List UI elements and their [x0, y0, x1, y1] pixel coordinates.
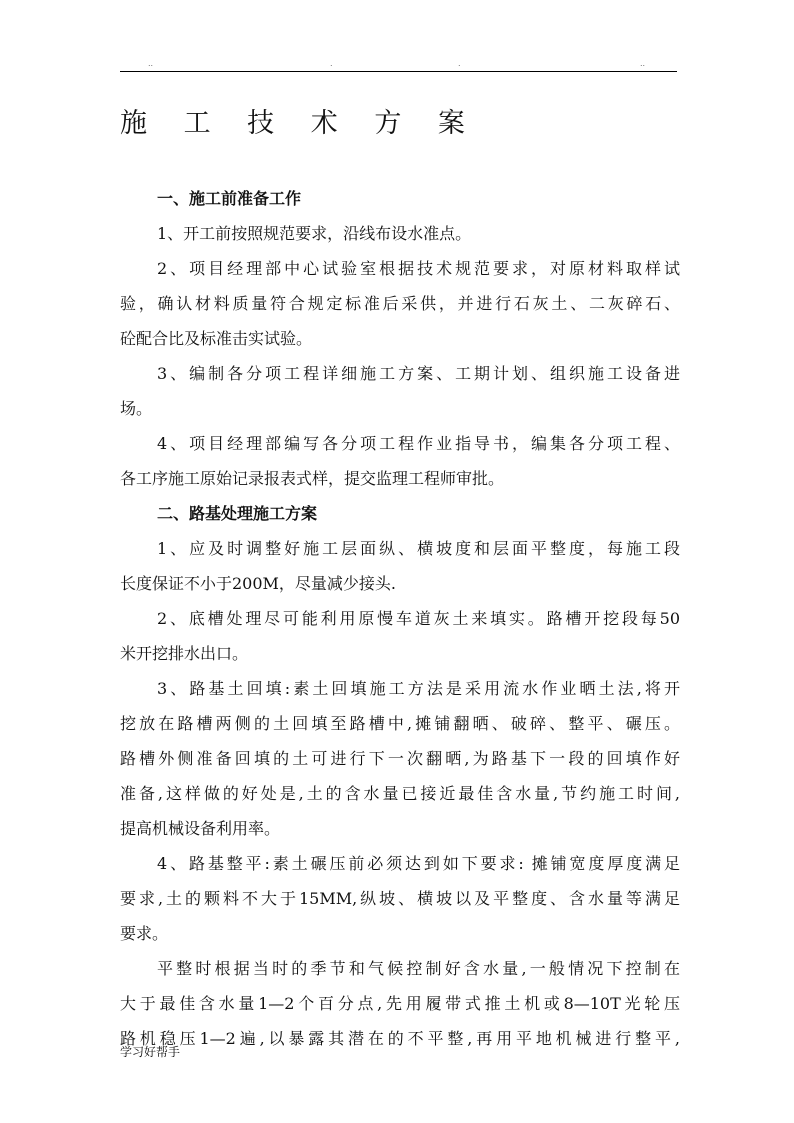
paragraph-line: 提高机械设备利用率。 [120, 819, 281, 838]
paragraph-line: 路机稳压1—2遍,以暴露其潜在的不平整,再用平地机械进行整平, [120, 1029, 680, 1048]
document-body [120, 181, 680, 1056]
paragraph-line: 4、路基整平:素土碾压前必须达到如下要求: 摊铺宽度厚度满足 [157, 854, 680, 873]
paragraph-line: 路槽外侧准备回填的土可进行下一次翻晒,为路基下一段的回填作好 [120, 749, 680, 768]
paragraph-line: 3、路基土回填:素土回填施工方法是采用流水作业晒土法,将开 [157, 679, 680, 698]
paragraph-line: 各工序施工原始记录报表式样，提交监理工程师审批。 [120, 469, 505, 488]
header-rule [120, 71, 677, 72]
paragraph-line: 挖放在路槽两侧的土回填至路槽中,摊铺翻晒、破碎、整平、碾压。 [120, 714, 680, 733]
paragraph-line: 要求,土的颗料不大于15MM,纵坡、横坡以及平整度、含水量等满足 [120, 889, 680, 908]
paragraph-line: 验，确认材料质量符合规定标准后采供，并进行石灰土、二灰碎石、 [120, 294, 680, 313]
paragraph-line: 4、项目经理部编写各分项工程作业指导书，编集各分项工程、 [157, 434, 680, 453]
footer-label: 学习好帮手 [120, 1045, 181, 1059]
paragraph-line: 准备,这样做的好处是,土的含水量已接近最佳含水量,节约施工时间, [120, 784, 680, 803]
header-dot: . [330, 59, 333, 68]
paragraph-line: 1、应及时调整好施工层面纵、横坡度和层面平整度，每施工段 [157, 539, 680, 558]
paragraph-line: 砼配合比及标准击实试验。 [120, 329, 313, 348]
section-heading: 一、施工前准备工作 [157, 189, 302, 208]
paragraph-line: 平整时根据当时的季节和气候控制好含水量,一般情况下控制在 [157, 959, 680, 978]
paragraph-line: 2、项目经理部中心试验室根据技术规范要求，对原材料取样试 [157, 259, 680, 278]
paragraph-line: 长度保证不小于200M，尽量减少接头. [120, 574, 397, 593]
section-heading: 二、路基处理施工方案 [157, 504, 318, 523]
paragraph-line: 米开挖排水出口。 [120, 644, 249, 663]
paragraph-line: 大于最佳含水量1—2个百分点,先用履带式推土机或8—10T光轮压 [120, 994, 680, 1013]
header-dot: . [458, 59, 461, 68]
paragraph-line: 2、底槽处理尽可能利用原慢车道灰土来填实。路槽开挖段每50 [157, 609, 680, 628]
paragraph-line: 要求。 [120, 924, 169, 943]
paragraph-line: 场。 [120, 399, 153, 418]
header-dot: .. [640, 59, 646, 68]
header-dot: .. [148, 59, 154, 68]
paragraph-line: 1、开工前按照规范要求，沿线布设水准点。 [157, 224, 472, 243]
paragraph-line: 3、编制各分项工程详细施工方案、工期计划、组织施工设备进 [157, 364, 680, 383]
document-title: 施 工 技 术 方 案 [120, 108, 479, 139]
